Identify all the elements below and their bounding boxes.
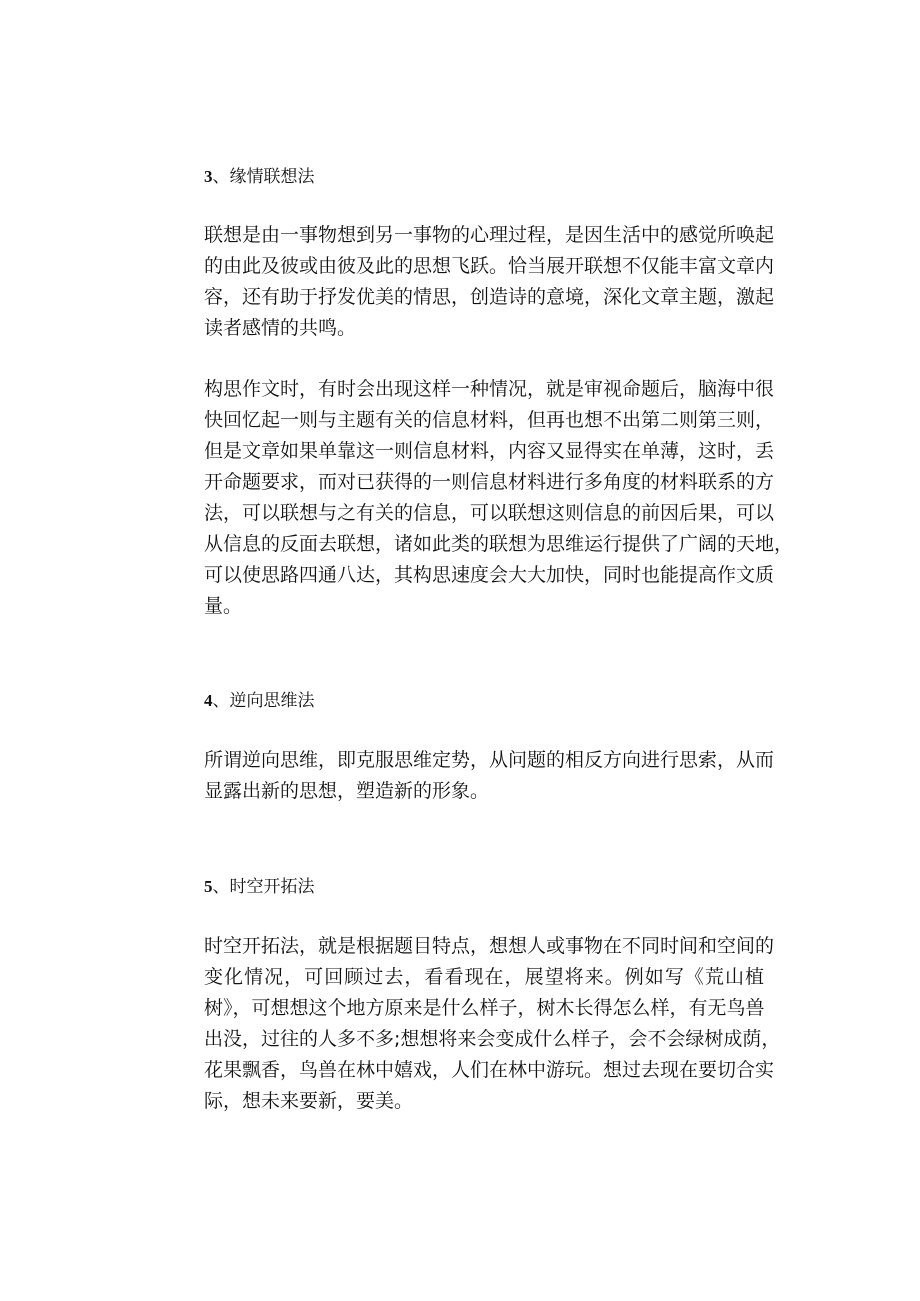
- paragraph-time-space: [204, 931, 781, 1117]
- text-line: 出没，过往的人多不多;想想将来会变成什么样子，会不会绿树成荫，: [204, 1028, 781, 1050]
- text-line: 读者感情的共鸣。: [204, 317, 357, 339]
- text-line: 但是文章如果单靠这一则信息材料，内容又显得实在单薄，这时，丢: [204, 440, 775, 462]
- section-heading-4: [204, 689, 315, 713]
- text-line: 的由此及彼或由彼及此的思想飞跃。恰当展开联想不仅能丰富文章内: [204, 255, 775, 277]
- section-title: 、缘情联想法: [212, 167, 315, 187]
- section-heading-5: [204, 875, 315, 899]
- section-number: 4: [204, 691, 213, 710]
- text-line: 可以使思路四通八达，其构思速度会大大加快，同时也能提高作文质: [204, 564, 775, 586]
- section-number: 3: [204, 167, 213, 186]
- section-heading-3: [204, 165, 315, 189]
- paragraph-reverse-thinking: [204, 745, 775, 807]
- text-line: 量。: [204, 595, 243, 617]
- text-line: 显露出新的思想，塑造新的形象。: [204, 780, 490, 802]
- text-line: 际，想未来要新，要美。: [204, 1090, 414, 1112]
- text-line: 开命题要求，而对已获得的一则信息材料进行多角度的材料联系的方: [204, 471, 775, 493]
- text-line: 容，还有助于抒发优美的情思，创造诗的意境，深化文章主题，激起: [204, 286, 775, 308]
- text-line: 快回忆起一则与主题有关的信息材料，但再也想不出第二则第三则，: [204, 409, 775, 431]
- section-title: 、时空开拓法: [212, 877, 315, 897]
- text-line: 变化情况，可回顾过去，看看现在，展望将来。例如写《荒山植: [204, 966, 764, 988]
- text-line: 法，可以联想与之有关的信息，可以联想这则信息的前因后果，可以: [204, 502, 775, 524]
- text-line: 从信息的反面去联想，诸如此类的联想为思维运行提供了广阔的天地，: [204, 533, 794, 555]
- text-line: 所谓逆向思维，即克服思维定势，从问题的相反方向进行思索，从而: [204, 749, 775, 771]
- text-line: 时空开拓法，就是根据题目特点，想想人或事物在不同时间和空间的: [204, 935, 775, 957]
- section-title: 、逆向思维法: [212, 691, 315, 711]
- text-line: 树》，可想想这个地方原来是什么样子，树木长得怎么样，有无鸟兽: [204, 997, 765, 1019]
- paragraph-association-practice: [204, 374, 794, 622]
- text-line: 联想是由一事物想到另一事物的心理过程，是因生活中的感觉所唤起: [204, 224, 775, 246]
- paragraph-association-definition: [204, 220, 775, 344]
- text-line: 构思作文时，有时会出现这样一种情况，就是审视命题后，脑海中很: [204, 378, 775, 400]
- section-number: 5: [204, 877, 213, 896]
- text-line: 花果飘香，鸟兽在林中嬉戏，人们在林中游玩。想过去现在要切合实: [204, 1059, 775, 1081]
